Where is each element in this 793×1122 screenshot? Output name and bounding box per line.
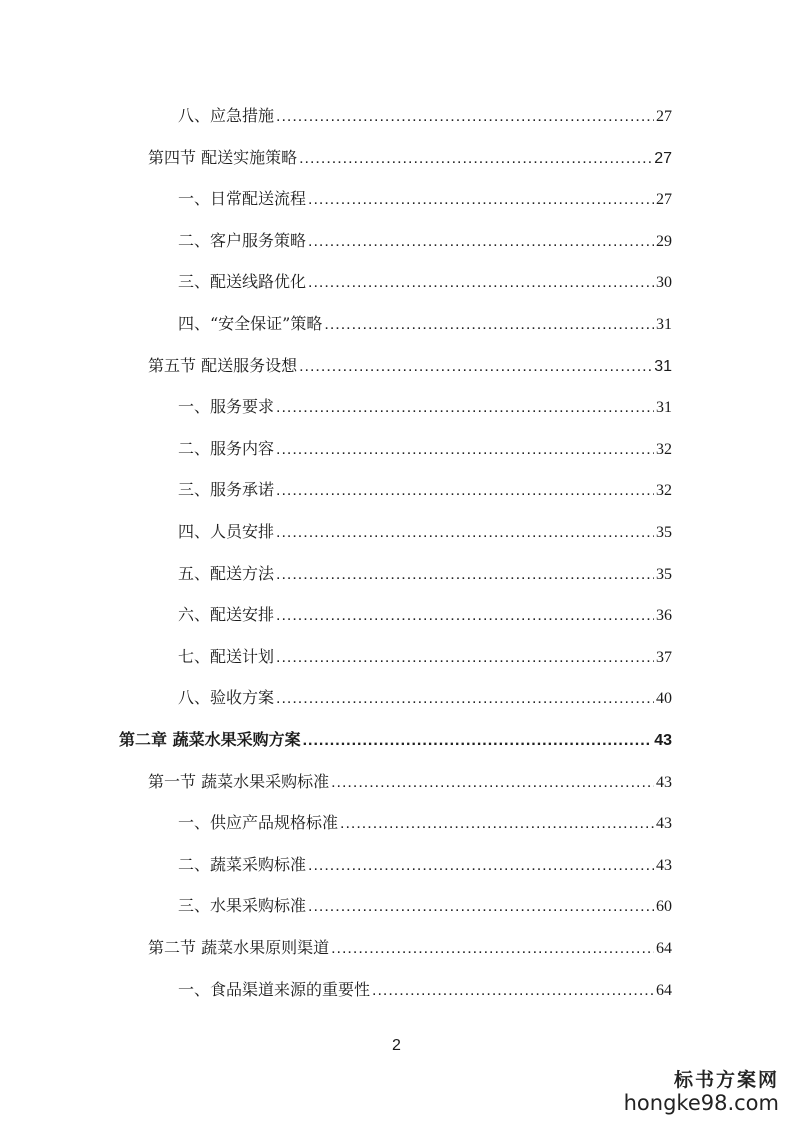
toc-entry-title: 三、配送线路优化 (178, 272, 307, 291)
toc-entry-title: 一、供应产品规格标准 (178, 813, 339, 832)
toc-dot-leader (276, 687, 654, 711)
toc-entry-title: 第二节 蔬菜水果原则渠道 (148, 938, 330, 957)
toc-entry-page: 40 (656, 690, 672, 707)
toc-entry[interactable] (148, 146, 672, 170)
toc-entry-title: 八、验收方案 (178, 688, 275, 707)
toc-entry-title: 七、配送计划 (178, 647, 275, 666)
toc-entry[interactable] (178, 894, 672, 918)
toc-entry-page: 30 (656, 274, 672, 291)
toc-entry[interactable] (148, 936, 672, 960)
toc-entry-page: 43 (656, 815, 672, 832)
toc-entry-title: 第四节 配送实施策略 (148, 148, 298, 167)
toc-entry-page: 27 (656, 108, 672, 125)
toc-entry[interactable] (178, 853, 672, 877)
toc-entry-page: 29 (656, 233, 672, 250)
toc-entry-title: 一、日常配送流程 (178, 189, 307, 208)
toc-entry-title: 五、配送方法 (178, 564, 275, 583)
toc-entry[interactable] (178, 270, 672, 294)
toc-dot-leader (308, 271, 654, 295)
toc-entry[interactable] (178, 229, 672, 253)
toc-entry-title: 第一节 蔬菜水果采购标准 (148, 772, 330, 791)
toc-entry-title: 三、服务承诺 (178, 480, 275, 499)
toc-entry-title: 二、服务内容 (178, 439, 275, 458)
toc-dot-leader (276, 604, 654, 628)
toc-entry-page: 31 (656, 316, 672, 333)
toc-dot-leader (308, 895, 654, 919)
toc-dot-leader (276, 521, 654, 545)
toc-entry-page: 43 (656, 857, 672, 874)
toc-dot-leader (308, 230, 654, 254)
toc-entry[interactable] (178, 520, 672, 544)
toc-entry-page: 35 (656, 524, 672, 541)
toc-entry-page: 37 (656, 649, 672, 666)
watermark-url: hongke98.com (623, 1091, 779, 1115)
toc-entry[interactable] (178, 562, 672, 586)
watermark-name: 标书方案网 (673, 1069, 779, 1091)
toc-entry-page: 27 (654, 150, 672, 167)
toc-dot-leader (303, 729, 653, 753)
toc-dot-leader (324, 313, 654, 337)
toc-entry-page: 31 (656, 399, 672, 416)
toc-entry-title: 四、人员安排 (178, 522, 275, 541)
toc-dot-leader (276, 438, 654, 462)
toc-entry[interactable] (178, 395, 672, 419)
toc-entry-title: 四、“安全保证”策略 (178, 314, 323, 333)
toc-entry-title: 三、水果采购标准 (178, 896, 307, 915)
toc-entry[interactable] (178, 104, 672, 128)
toc-entry[interactable] (178, 645, 672, 669)
toc-entry[interactable] (178, 686, 672, 710)
toc-entry[interactable] (148, 354, 672, 378)
toc-entry-page: 31 (654, 358, 672, 375)
toc-entry-page: 43 (654, 732, 672, 749)
toc-dot-leader (340, 812, 654, 836)
toc-entry-page: 60 (656, 898, 672, 915)
toc-entry-title: 第五节 配送服务设想 (148, 356, 298, 375)
watermark-logo (624, 1065, 779, 1114)
toc-entry-title: 六、配送安排 (178, 605, 275, 624)
toc-entry[interactable] (178, 187, 672, 211)
toc-entry[interactable] (178, 603, 672, 627)
toc-entry[interactable] (119, 728, 672, 752)
toc-entry[interactable] (178, 978, 672, 1002)
toc-entry-title: 一、食品渠道来源的重要性 (178, 980, 371, 999)
toc-entry-page: 32 (656, 482, 672, 499)
toc-entry[interactable] (148, 770, 672, 794)
toc-dot-leader (276, 479, 654, 503)
toc-entry[interactable] (178, 437, 672, 461)
toc-entry-title: 二、客户服务策略 (178, 231, 307, 250)
toc-entry-page: 64 (656, 940, 672, 957)
toc-entry-page: 32 (656, 441, 672, 458)
toc-dot-leader (276, 646, 654, 670)
toc-dot-leader (299, 147, 652, 171)
toc-entry-title: 第二章 蔬菜水果采购方案 (119, 730, 301, 749)
toc-entry-title: 二、蔬菜采购标准 (178, 855, 307, 874)
toc-entry-page: 35 (656, 566, 672, 583)
toc-entry-page: 27 (656, 191, 672, 208)
toc-entry-page: 43 (656, 774, 672, 791)
toc-dot-leader (372, 979, 654, 1003)
toc-dot-leader (308, 188, 654, 212)
toc-dot-leader (331, 937, 654, 961)
toc-dot-leader (276, 105, 654, 129)
toc-entry[interactable] (178, 312, 672, 336)
toc-dot-leader (331, 771, 654, 795)
toc-entry[interactable] (178, 478, 672, 502)
toc-dot-leader (276, 563, 654, 587)
toc-entry-page: 64 (656, 982, 672, 999)
toc-entry-page: 36 (656, 607, 672, 624)
toc-entry-title: 一、服务要求 (178, 397, 275, 416)
page-number: 2 (392, 1037, 401, 1054)
toc-dot-leader (308, 854, 654, 878)
toc-dot-leader (276, 396, 654, 420)
toc-entry[interactable] (178, 811, 672, 835)
toc-entry-title: 八、应急措施 (178, 106, 275, 125)
toc-dot-leader (299, 355, 652, 379)
